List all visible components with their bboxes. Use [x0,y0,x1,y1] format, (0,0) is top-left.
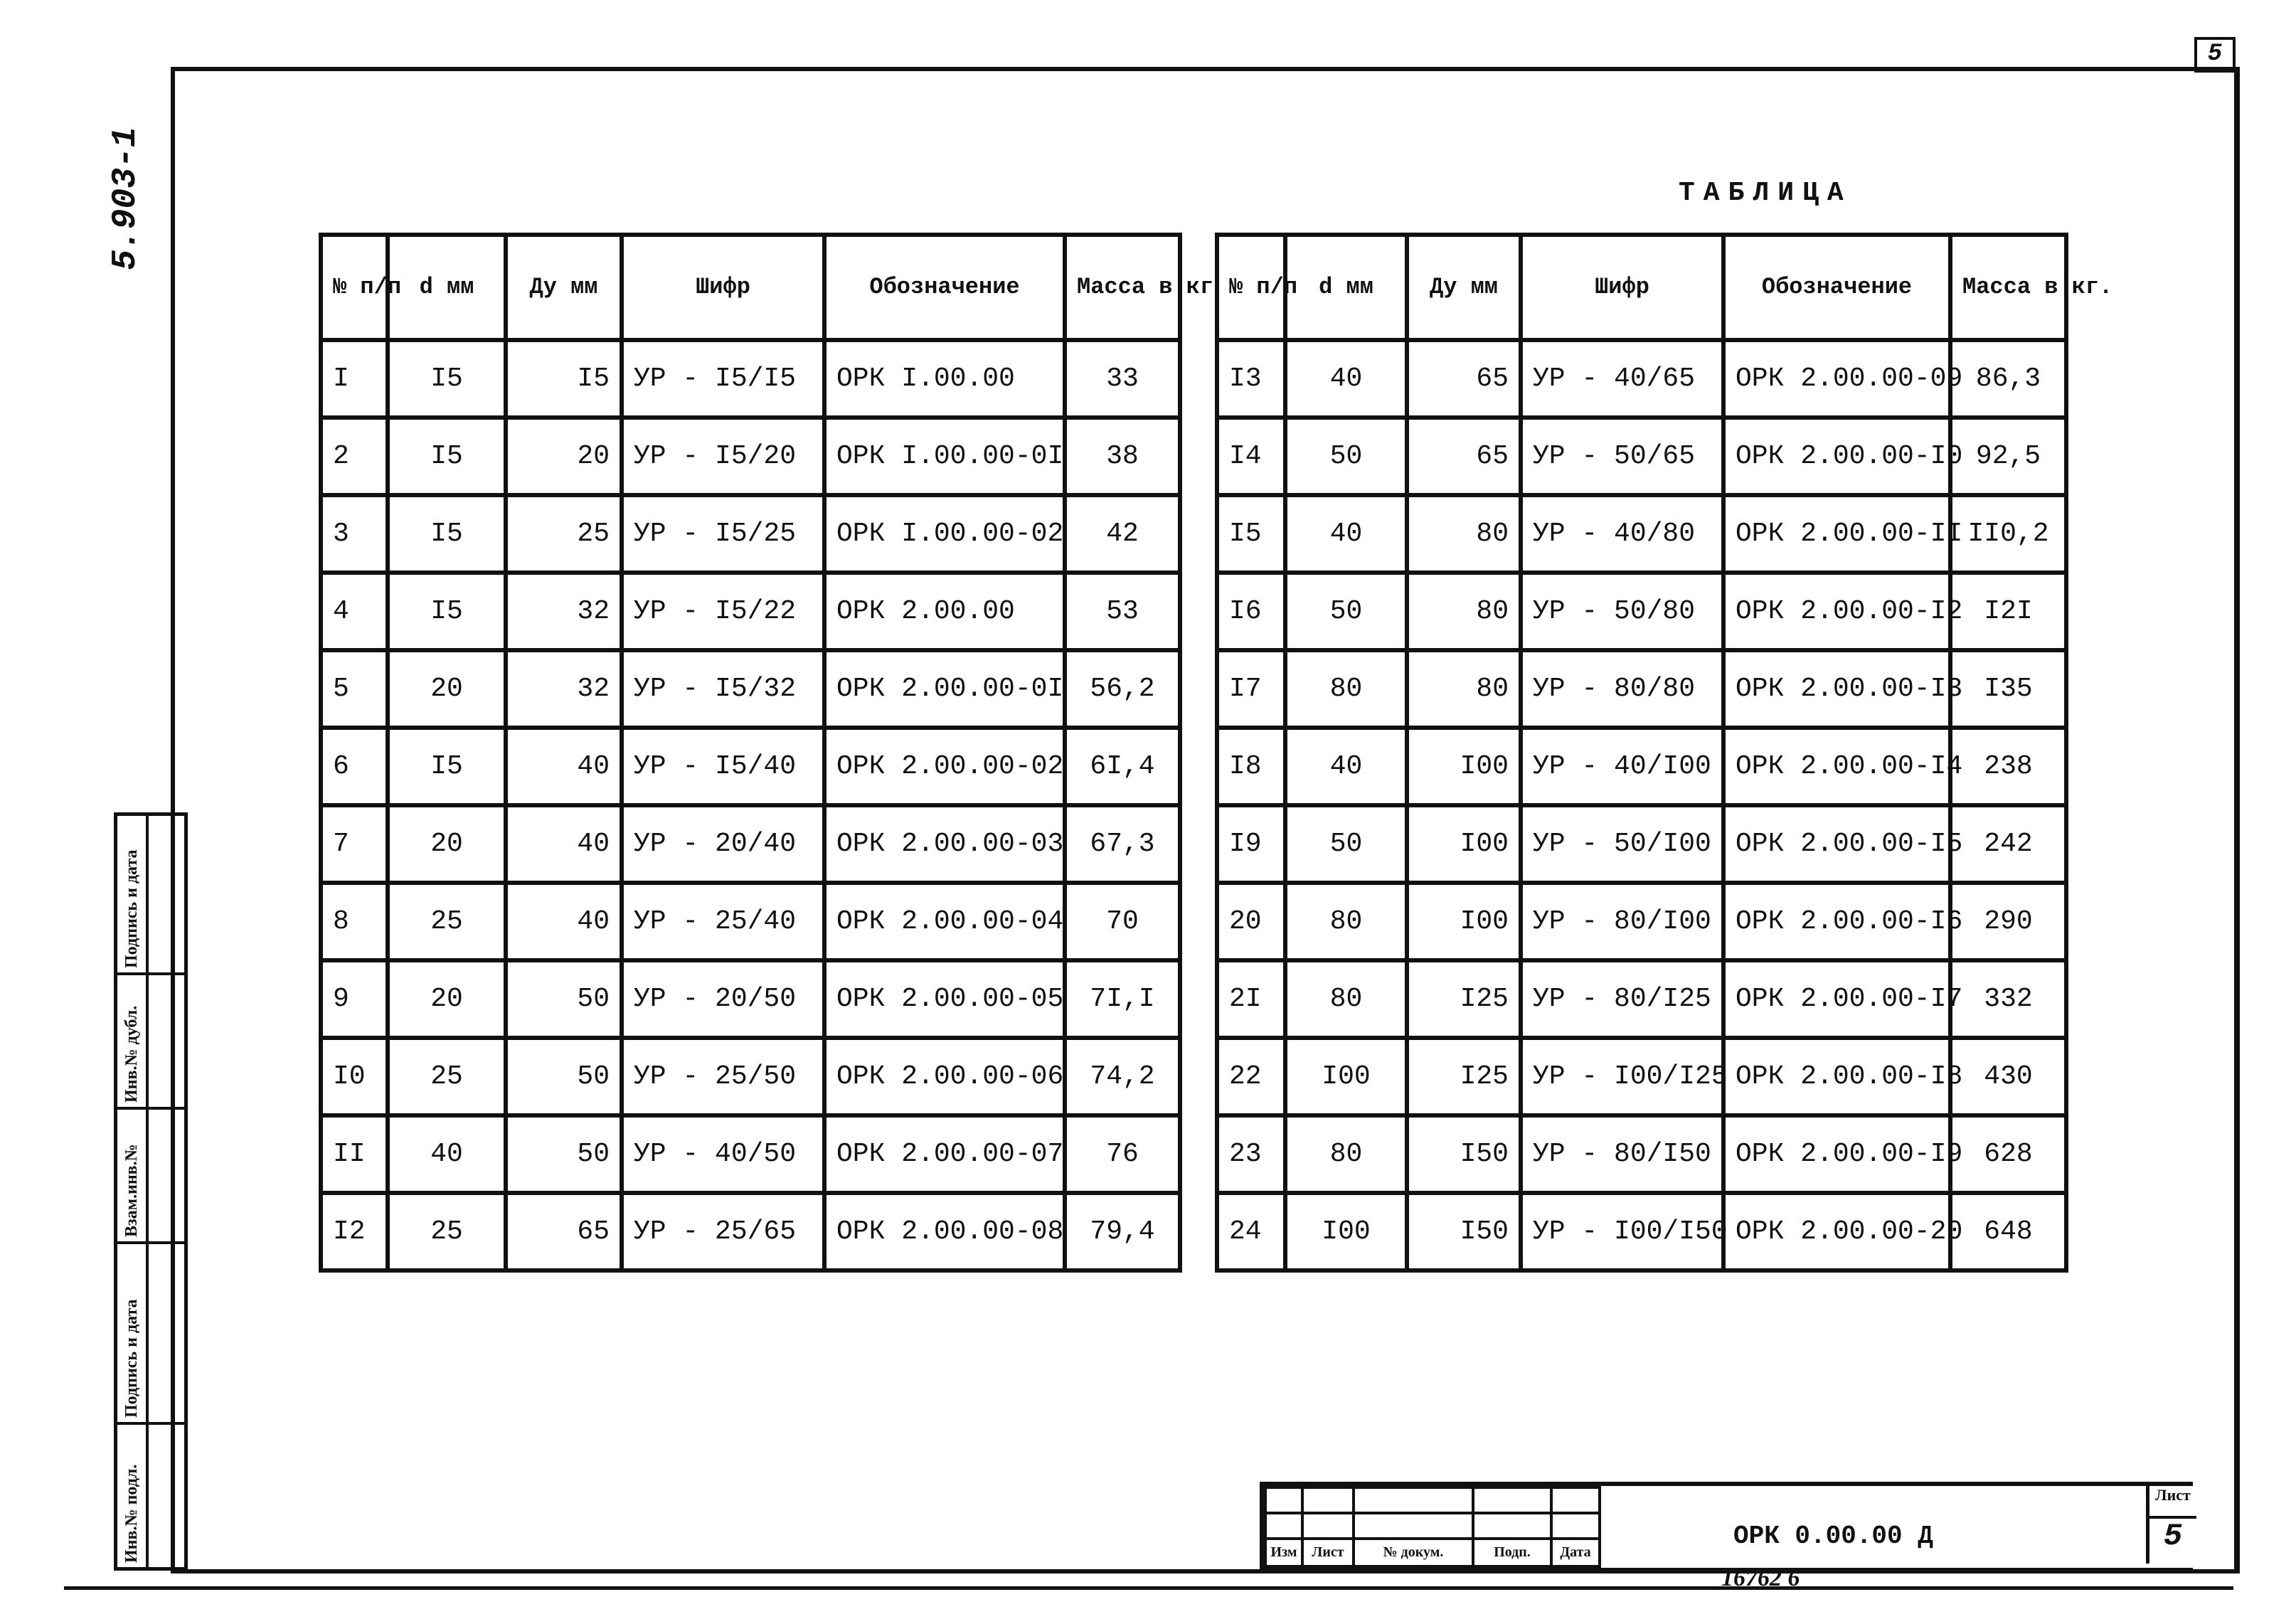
header-mass: Масса в кг. [1950,235,2066,340]
table-row [321,1115,1180,1193]
row-number: I2 [321,1193,388,1270]
d-value: 25 [388,1193,506,1270]
revision-grid [1264,1486,1601,1568]
shifr-value: УР - I00/I25 [1521,1038,1723,1115]
row-number: 20 [1217,883,1285,960]
mass-value: 67,3 [1065,805,1180,883]
d-value: 40 [1285,495,1407,573]
du-value: 80 [1407,650,1521,728]
designation-value: ОРК 2.00.00-I7 [1723,960,1950,1038]
row-number: I8 [1217,728,1285,805]
du-value: I00 [1407,805,1521,883]
header-du: Ду мм [506,235,622,340]
row-number: I3 [1217,340,1285,418]
designation-value: ОРК 2.00.00-I8 [1723,1038,1950,1115]
d-value: I5 [388,418,506,495]
mass-value: 92,5 [1950,418,2066,495]
d-value: 50 [1285,573,1407,650]
mass-value: 6I,4 [1065,728,1180,805]
designation-value: ОРК 2.00.00 [824,573,1065,650]
series-number: 5.903-1 [107,127,145,270]
page-corner-number: 5 [2194,37,2236,73]
row-number: I0 [321,1038,388,1115]
row-number: 22 [1217,1038,1285,1115]
shifr-value: УР - I5/32 [622,650,824,728]
strip-cell [117,972,184,1107]
d-value: 40 [1285,728,1407,805]
shifr-value: УР - I00/I50 [1521,1193,1723,1270]
table-left [319,233,1214,1273]
designation-value: ОРК 2.00.00-I5 [1723,805,1950,883]
table-row [1217,1193,2066,1270]
strip-label: Инв.№ подл. [122,1464,141,1563]
mass-value: 76 [1065,1115,1180,1193]
shifr-value: УР - 20/40 [622,805,824,883]
mass-value: 242 [1950,805,2066,883]
shifr-value: УР - 40/I00 [1521,728,1723,805]
du-value: 40 [506,728,622,805]
mass-value: 38 [1065,418,1180,495]
table-row [321,418,1180,495]
mass-value: 430 [1950,1038,2066,1115]
mass-value: 332 [1950,960,2066,1038]
du-value: 20 [506,418,622,495]
du-value: 32 [506,650,622,728]
shifr-value: УР - I5/22 [622,573,824,650]
table-row [1217,960,2066,1038]
d-value: 25 [388,1038,506,1115]
table-row [1217,418,2066,495]
stamp-header: Дата [1551,1539,1600,1566]
du-value: 50 [506,1038,622,1115]
d-value: 50 [1285,418,1407,495]
mass-value: 53 [1065,573,1180,650]
sheet-label: Лист [2149,1486,2196,1519]
mass-value: 238 [1950,728,2066,805]
stamp-header: Подп. [1473,1539,1551,1566]
stamp-header: Изм [1265,1539,1302,1566]
designation-value: ОРК 2.00.00-08 [824,1193,1065,1270]
d-value: I5 [388,340,506,418]
table-row [321,728,1180,805]
du-value: 40 [506,805,622,883]
d-value: 40 [388,1115,506,1193]
mass-value: I2I [1950,573,2066,650]
sheet-box [2146,1486,2196,1564]
strip-cell [117,816,184,972]
row-number: I7 [1217,650,1285,728]
mass-value: 79,4 [1065,1193,1180,1270]
d-value: 20 [388,805,506,883]
strip-label: Инв.№ дубл. [122,1005,141,1103]
stamp-header: № докум. [1354,1539,1473,1566]
row-number: 2 [321,418,388,495]
header-designation: Обозначение [1723,235,1950,340]
row-number: I9 [1217,805,1285,883]
du-value: 32 [506,573,622,650]
designation-value: ОРК 2.00.00-09 [1723,340,1950,418]
du-value: 65 [506,1193,622,1270]
designation-value: ОРК 2.00.00-02 [824,728,1065,805]
designation-value: ОРК 2.00.00-I9 [1723,1115,1950,1193]
row-number: 7 [321,805,388,883]
shifr-value: УР - 80/80 [1521,650,1723,728]
d-value: 25 [388,883,506,960]
mass-value: 56,2 [1065,650,1180,728]
shifr-value: УР - I5/25 [622,495,824,573]
document-code: ОРК 0.00.00 Д [1733,1522,1933,1551]
shifr-value: УР - 20/50 [622,960,824,1038]
designation-value: ОРК 2.00.00-II [1723,495,1950,573]
table-row [1217,495,2066,573]
du-value: I00 [1407,728,1521,805]
designation-value: ОРК 2.00.00-I4 [1723,728,1950,805]
designation-value: ОРК 2.00.00-0I [824,650,1065,728]
header-num: № п/п [1217,235,1285,340]
shifr-value: УР - 80/I00 [1521,883,1723,960]
side-approval-strip [114,812,188,1571]
designation-value: ОРК I.00.00-0I [824,418,1065,495]
shifr-value: УР - 50/65 [1521,418,1723,495]
row-number: I6 [1217,573,1285,650]
d-value: 20 [388,650,506,728]
du-value: 65 [1407,418,1521,495]
table-row [1217,1038,2066,1115]
table-row [1217,340,2066,418]
strip-label: Взам.инв.№ [122,1144,141,1237]
d-value: 80 [1285,650,1407,728]
table-header-row [1217,235,2066,340]
du-value: 50 [506,1115,622,1193]
shifr-value: УР - I5/40 [622,728,824,805]
row-number: 4 [321,573,388,650]
du-value: I50 [1407,1115,1521,1193]
table-header-row [321,235,1180,340]
header-designation: Обозначение [824,235,1065,340]
designation-value: ОРК 2.00.00-03 [824,805,1065,883]
du-value: 25 [506,495,622,573]
designation-value: ОРК 2.00.00-06 [824,1038,1065,1115]
table-row [321,1038,1180,1115]
d-value: 20 [388,960,506,1038]
row-number: II [321,1115,388,1193]
table-row [1217,573,2066,650]
table-right [1215,233,2113,1273]
designation-value: ОРК 2.00.00-05 [824,960,1065,1038]
row-number: 23 [1217,1115,1285,1193]
mass-value: 628 [1950,1115,2066,1193]
table-row [1217,805,2066,883]
shifr-value: УР - 50/I00 [1521,805,1723,883]
du-value: I50 [1407,1193,1521,1270]
table-row [321,1193,1180,1270]
shifr-value: УР - 80/I25 [1521,960,1723,1038]
d-value: 40 [1285,340,1407,418]
d-value: 80 [1285,883,1407,960]
table-row [321,883,1180,960]
strip-cell [117,1107,184,1241]
d-value: I5 [388,573,506,650]
d-value: I5 [388,728,506,805]
table-row [321,650,1180,728]
mass-value: 86,3 [1950,340,2066,418]
mass-value: 42 [1065,495,1180,573]
row-number: 6 [321,728,388,805]
mass-value: 648 [1950,1193,2066,1270]
stamp-header: Лист [1302,1539,1354,1566]
du-value: I00 [1407,883,1521,960]
row-number: 2I [1217,960,1285,1038]
shifr-value: УР - 40/50 [622,1115,824,1193]
header-shifr: Шифр [1521,235,1723,340]
table-row [1217,728,2066,805]
table-row [1217,650,2066,728]
sheet-number: 5 [2163,1519,2183,1554]
mass-value: 33 [1065,340,1180,418]
shifr-value: УР - 25/50 [622,1038,824,1115]
designation-value: ОРК 2.00.00-07 [824,1115,1065,1193]
row-number: 5 [321,650,388,728]
header-mass: Масса в кг [1065,235,1180,340]
designation-value: ОРК 2.00.00-I0 [1723,418,1950,495]
strip-cell [117,1241,184,1422]
du-value: 40 [506,883,622,960]
mass-value: 290 [1950,883,2066,960]
shifr-value: УР - 50/80 [1521,573,1723,650]
mass-value: I35 [1950,650,2066,728]
shifr-value: УР - 25/40 [622,883,824,960]
header-shifr: Шифр [622,235,824,340]
du-value: I25 [1407,1038,1521,1115]
table-row [1217,1115,2066,1193]
shifr-value: УР - I5/I5 [622,340,824,418]
handwritten-inventory-number: 16762 6 [1721,1565,1800,1591]
designation-value: ОРК 2.00.00-04 [824,883,1065,960]
du-value: 50 [506,960,622,1038]
designation-value: ОРК 2.00.00-I3 [1723,650,1950,728]
strip-cell [117,1422,184,1567]
table-row [321,805,1180,883]
shifr-value: УР - 80/I50 [1521,1115,1723,1193]
mass-value: 74,2 [1065,1038,1180,1115]
header-num: № п/п [321,235,388,340]
row-number: I [321,340,388,418]
row-number: I4 [1217,418,1285,495]
row-number: 9 [321,960,388,1038]
header-d: d мм [1285,235,1407,340]
d-value: 80 [1285,960,1407,1038]
strip-label: Подпись и дата [122,1299,141,1418]
d-value: 50 [1285,805,1407,883]
row-number: 3 [321,495,388,573]
mass-value: 70 [1065,883,1180,960]
table-row [321,340,1180,418]
shifr-value: УР - 40/80 [1521,495,1723,573]
du-value: 65 [1407,340,1521,418]
title-block [1260,1482,2193,1572]
row-number: 24 [1217,1193,1285,1270]
strip-label: Подпись и дата [122,849,141,968]
designation-value: ОРК I.00.00-02 [824,495,1065,573]
designation-value: ОРК 2.00.00-I2 [1723,573,1950,650]
du-value: 80 [1407,495,1521,573]
outer-border-line [64,1586,2233,1590]
table-row [1217,883,2066,960]
header-d: d мм [388,235,506,340]
table-row [321,495,1180,573]
header-du: Ду мм [1407,235,1521,340]
shifr-value: УР - 25/65 [622,1193,824,1270]
row-number: I5 [1217,495,1285,573]
table-row [321,573,1180,650]
du-value: I5 [506,340,622,418]
table-title: ТАБЛИЦА [1679,178,1852,208]
mass-value: 7I,I [1065,960,1180,1038]
d-value: I00 [1285,1038,1407,1115]
shifr-value: УР - I5/20 [622,418,824,495]
mass-value: II0,2 [1950,495,2066,573]
d-value: I5 [388,495,506,573]
table-row [321,960,1180,1038]
designation-value: ОРК 2.00.00-I6 [1723,883,1950,960]
shifr-value: УР - 40/65 [1521,340,1723,418]
du-value: 80 [1407,573,1521,650]
d-value: I00 [1285,1193,1407,1270]
row-number: 8 [321,883,388,960]
designation-value: ОРК 2.00.00-20 [1723,1193,1950,1270]
d-value: 80 [1285,1115,1407,1193]
designation-value: ОРК I.00.00 [824,340,1065,418]
du-value: I25 [1407,960,1521,1038]
